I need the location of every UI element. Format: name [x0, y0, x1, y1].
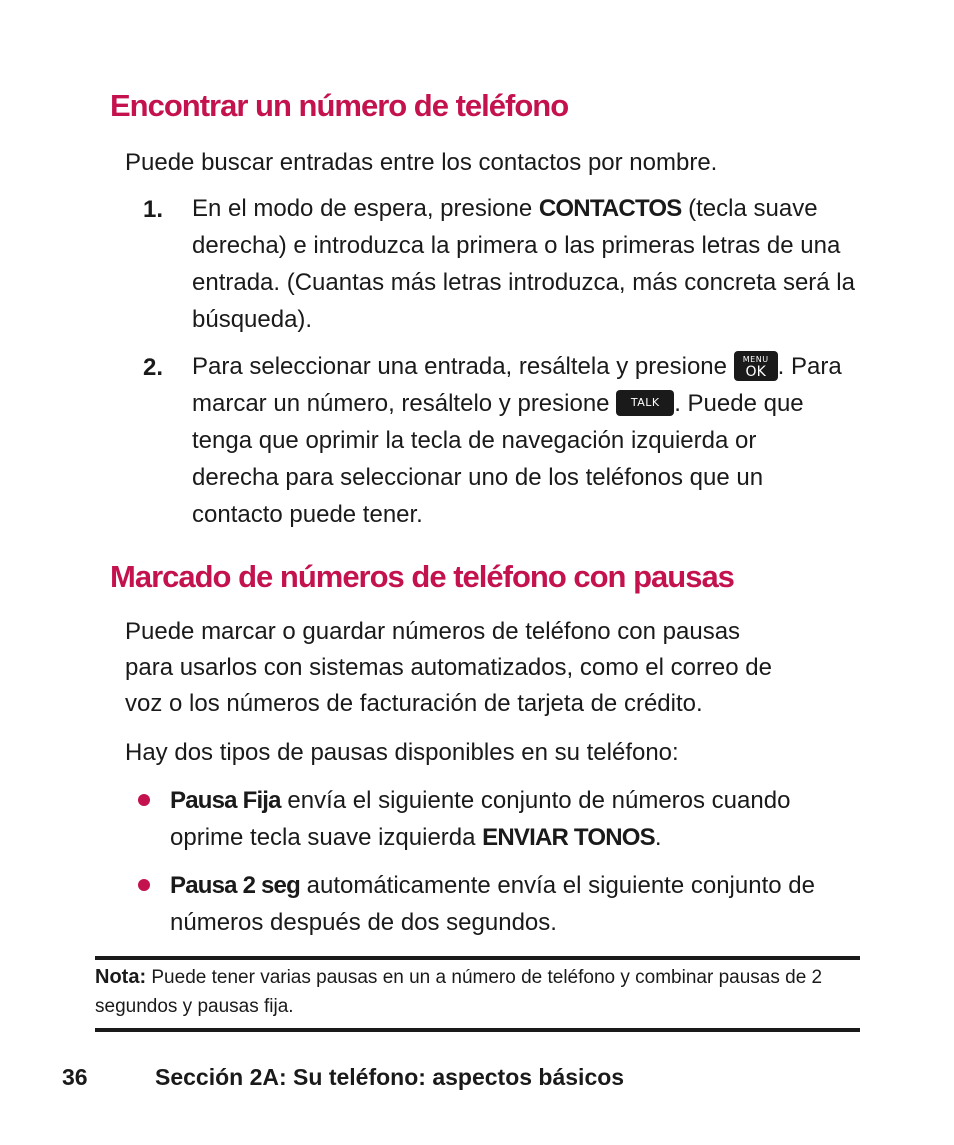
note-text: Puede tener varias pausas en un a número de teléfono y combinar pausas de 2 segundos y pausas fija.: [95, 967, 823, 1017]
pause-intro-line-3: voz o los números de facturación de tarjeta de crédito.: [125, 690, 703, 717]
section-title-find-number: Encontrar un número de teléfono: [110, 88, 569, 123]
section-title-pause-dialing: Marcado de números de teléfono con pausas: [110, 559, 734, 594]
footer-section-title: Sección 2A: Su teléfono: aspectos básicos: [155, 1064, 625, 1090]
step-number: 1.: [143, 196, 164, 223]
talk-key-icon: TALK: [616, 390, 674, 416]
note-top-divider: [95, 956, 860, 960]
bullet-icon: [138, 879, 150, 891]
step-2-text: Para seleccionar una entrada, resáltela y presione MENU OK . Para marcar un número, resáltelo y presione TALK . Puede que tenga que oprimir la tecla de navegación izquierda or derecha para seleccionar uno de los teléfonos que un contacto puede tener.: [192, 348, 847, 533]
step-1-text: En el modo de espera, presione CONTACTOS (tecla suave derecha) e introduzca la primera o las primeras letras de una entrada. (Cuantas más letras introduzca, más concreta será la búsqueda).: [192, 195, 855, 333]
bullet-pausa-fija: Pausa Fija envía el siguiente conjunto de números cuando oprime tecla suave izquierda ENVIAR TONOS.: [170, 787, 791, 851]
note-box: [95, 963, 855, 1021]
bullet-pausa-2-seg: Pausa 2 seg automáticamente envía el siguiente conjunto de números después de dos segundos.: [170, 872, 815, 936]
page-number: 36: [62, 1064, 88, 1090]
intro-text: Puede buscar entradas entre los contactos por nombre.: [125, 149, 718, 176]
note-label: Nota:: [95, 966, 147, 988]
menu-ok-key-icon: MENU OK: [734, 351, 778, 381]
bullet-icon: [138, 794, 150, 806]
note-bottom-divider: [95, 1028, 860, 1032]
pause-intro-line-1: Puede marcar o guardar números de teléfono con pausas: [125, 618, 741, 645]
step-number: 2.: [143, 354, 164, 381]
pause-types-text: Hay dos tipos de pausas disponibles en su teléfono:: [125, 739, 679, 766]
pause-intro-line-2: para usarlos con sistemas automatizados, como el correo de: [125, 654, 772, 681]
contacts-softkey-label: CONTACTOS: [538, 195, 682, 222]
